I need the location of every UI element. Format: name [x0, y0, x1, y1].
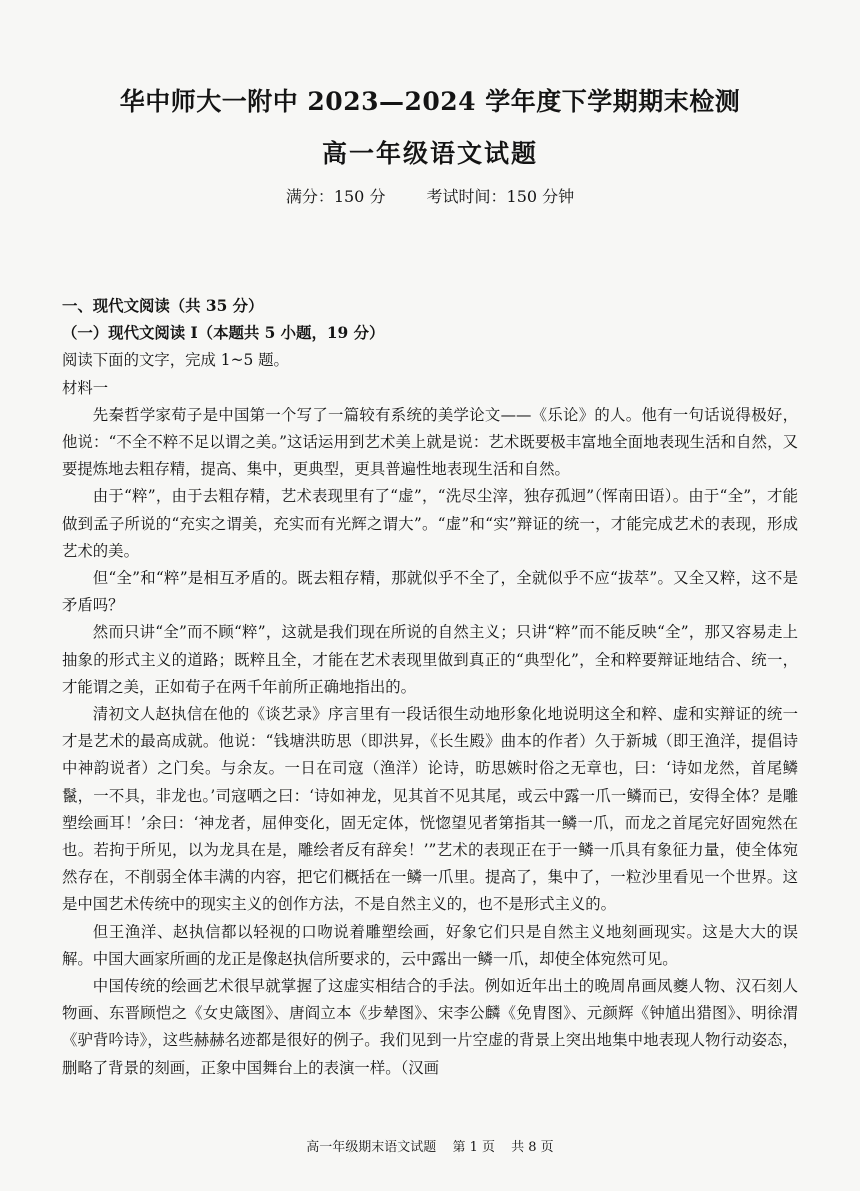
exam-time: 考试时间：150 分钟: [426, 187, 575, 206]
exam-title: 华中师大一附中 2023—2024 学年度下学期期末检测: [119, 87, 741, 116]
paragraph: 然而只讲“全”而不顾“粹”，这就是我们现在所说的自然主义；只讲“粹”而不能反映“全”，那又容易走上抽象的形式主义的道路；既粹且全，才能在艺术表现里做到真正的“典型化”，全和粹要辩证地结合、统一，才能谓之美，正如荀子在两千年前所正确地指出的。: [62, 623, 798, 696]
paragraph: 由于“粹”，由于去粗存精，艺术表现里有了“虚”，“洗尽尘滓，独存孤迥”（恽南田语）。由于“全”，才能做到孟子所说的“充实之谓美，充实而有光辉之谓大”。“虚”和“实”辩证的统一，才能完成艺术的表现，形成艺术的美。: [62, 487, 798, 560]
full-score: 满分：150 分: [285, 187, 386, 206]
paragraph: 中国传统的绘画艺术很早就掌握了这虚实相结合的手法。例如近年出土的晚周帛画凤夔人物、汉石刻人物画、东晋顾恺之《女史箴图》、唐阎立本《步辇图》、宋李公麟《免胄图》、元颜辉《钟馗出猎图》、明徐渭《驴背吟诗》，这些赫赫名迹都是很好的例子。我们见到一片空虚的背景上突出地集中地表现人物行动姿态，删略了背景的刻画，正象中国舞台上的表演一样。（汉画: [62, 977, 798, 1077]
reading-content: [62, 293, 798, 1082]
page-footer: [0, 1136, 860, 1155]
section-heading: 一、现代文阅读（共 35 分）: [62, 297, 264, 315]
paragraph: 但王渔洋、赵执信都以轻视的口吻说着雕塑绘画，好象它们只是自然主义地刻画现实。这是大大的误解。中国大画家所画的龙正是像赵执信所要求的，云中露出一鳞一爪，却使全体宛然可见。: [62, 922, 798, 968]
paragraph: 但“全”和“粹”是相互矛盾的。既去粗存精，那就似乎不全了，全就似乎不应“拔萃”。又全又粹，这不是矛盾吗？: [62, 569, 798, 615]
exam-meta: [0, 184, 860, 207]
exam-subtitle: 高一年级语文试题: [321, 139, 538, 168]
instruction: 阅读下面的文字，完成 1~5 题。: [62, 351, 289, 370]
paragraph: 先秦哲学家荀子是中国第一个写了一篇较有系统的美学论文——《乐论》的人。他有一句话说得极好，他说：“不全不粹不足以谓之美。”这话运用到艺术美上就是说：艺术既要极丰富地全面地表现生活和自然，又要提炼地去粗存精，提高、集中，更典型，更具普遍性地表现生活和自然。: [62, 405, 798, 479]
footer-page-number: 第 1 页: [452, 1140, 495, 1155]
paragraph: 清初文人赵执信在他的《谈艺录》序言里有一段话很生动地形象化地说明这全和粹、虚和实辩证的统一才是艺术的最高成就。他说：“钱塘洪昉思（即洪昇，《长生殿》曲本的作者）久于新城（即王渔洋，提倡诗中神韵说者）之门矣。与余友。一日在司寇（渔洋）论诗，昉思嫉时俗之无章也，曰：‘诗如龙然，首尾鳞鬣，一不具，非龙也。’司寇哂之曰：‘诗如神龙，见其首不见其尾，或云中露一爪一鳞而已，安得全体？是雕塑绘画耳！’余曰：‘神龙者，屈伸变化，固无定体，恍惚望见者第指其一鳞一爪，而龙之首尾完好固宛然在也。若拘于所见，以为龙具在是，雕绘者反有辞矣！’”艺术的表现正在于一鳞一爪具有象征力量，使全体宛然存在，不削弱全体丰满的内容，把它们概括在一鳞一爪里。提高了，集中了，一粒沙里看见一个世界。这是中国艺术传统中的现实主义的创作方法，不是自然主义的，也不是形式主义的。: [62, 705, 798, 914]
material-label: 材料一: [62, 378, 109, 397]
footer-exam-name: 高一年级期末语文试题: [306, 1140, 437, 1155]
footer-total-pages: 共 8 页: [511, 1140, 554, 1155]
section-subheading: （一）现代文阅读 I（本题共 5 小题，19 分）: [62, 324, 385, 343]
